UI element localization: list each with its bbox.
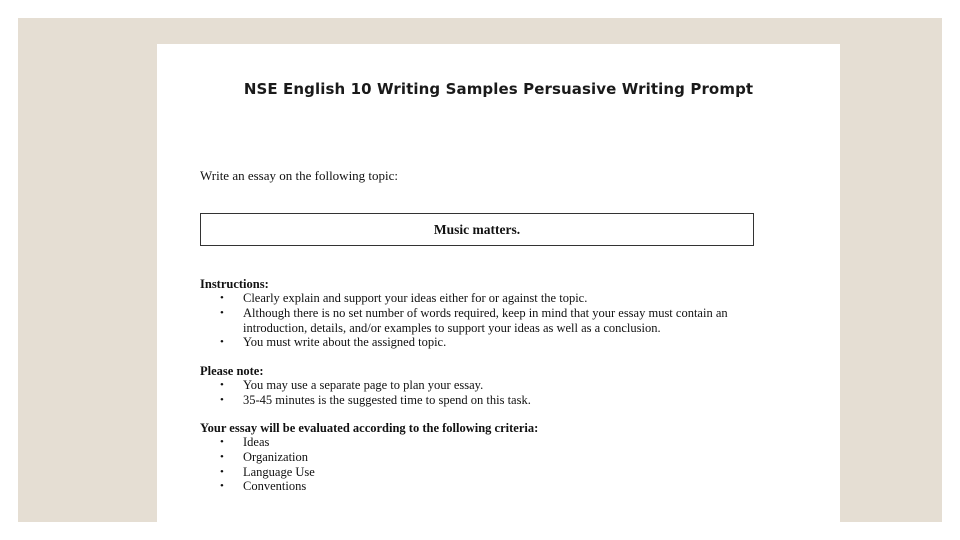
please-note-list [200, 378, 755, 408]
intro-text: Write an essay on the following topic: [200, 168, 399, 183]
criteria-list [200, 435, 755, 494]
list-item [200, 435, 755, 450]
bullet-icon: • [220, 393, 224, 406]
list-item-text: Conventions [243, 479, 307, 494]
list-item-text: You must write about the assigned topic. [243, 335, 447, 350]
list-item [200, 291, 755, 306]
topic-text: Music matters. [433, 221, 521, 237]
please-note-section [200, 364, 755, 408]
criteria-heading: Your essay will be evaluated according to the following criteria: [200, 421, 539, 435]
bullet-icon: • [220, 306, 224, 319]
list-item [200, 335, 755, 350]
list-item [200, 450, 755, 465]
bullet-icon: • [220, 336, 224, 349]
list-item [200, 306, 755, 336]
bullet-icon: • [220, 292, 224, 304]
document-title: NSE English 10 Writing Samples Persuasive Writing Prompt [243, 80, 754, 98]
list-item [200, 393, 755, 408]
bullet-icon: • [220, 379, 224, 391]
bullet-icon: • [220, 450, 224, 463]
bullet-icon: • [220, 480, 224, 493]
instructions-list [200, 291, 755, 350]
topic-box [200, 213, 754, 246]
bullet-icon: • [220, 465, 224, 478]
document-page [157, 44, 840, 536]
list-item-text: Although there is no set number of words required, keep in mind that your essay must contain an introduction, details, and/or examples to support your ideas as well as a conclusion. [243, 305, 728, 335]
list-item-text: Clearly explain and support your ideas either for or against the topic. [243, 291, 588, 305]
list-item [200, 378, 755, 393]
criteria-section [200, 421, 755, 494]
instructions-section [200, 277, 755, 350]
list-item-text: Ideas [243, 435, 270, 449]
list-item [200, 465, 755, 480]
list-item-text: Organization [243, 449, 309, 464]
list-item-text: You may use a separate page to plan your essay. [243, 378, 484, 392]
instructions-heading: Instructions: [200, 277, 269, 291]
list-item-text: Language Use [243, 464, 315, 479]
bullet-icon: • [220, 436, 224, 448]
list-item-text: 35-45 minutes is the suggested time to spend on this task. [243, 392, 531, 407]
please-note-heading: Please note: [200, 364, 264, 378]
slide-frame [18, 18, 942, 522]
list-item [200, 479, 755, 494]
